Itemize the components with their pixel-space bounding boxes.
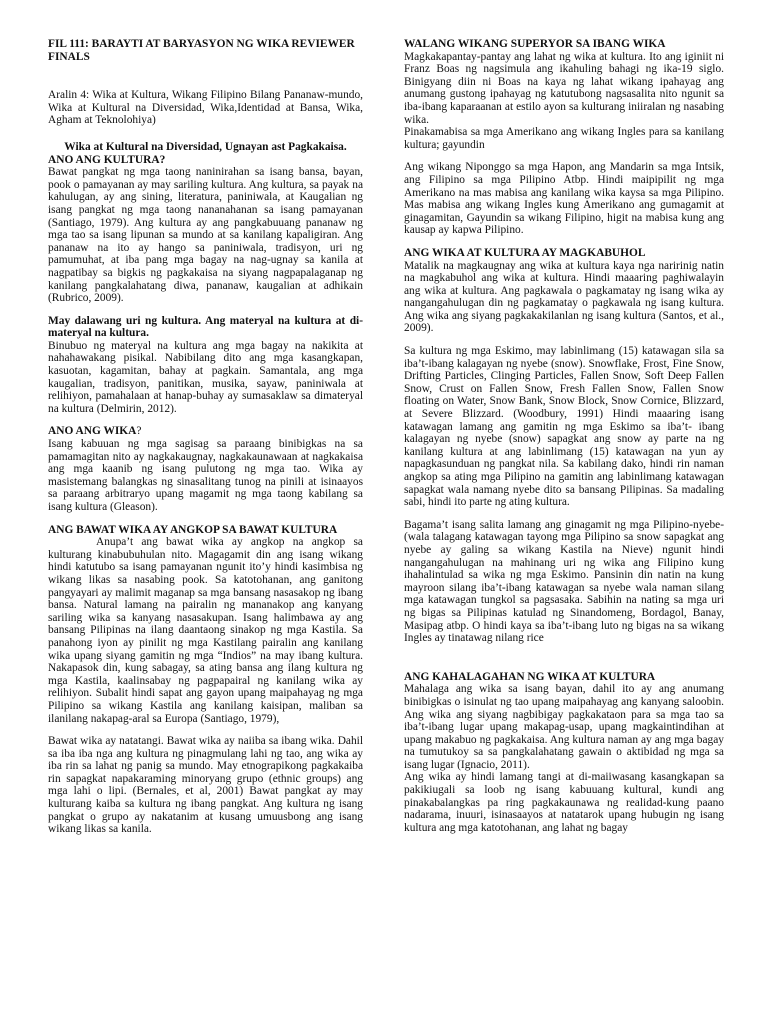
document-title: FIL 111: BARAYTI AT BARYASYON NG WIKA REVIEWER FINALS (48, 38, 355, 63)
heading-magkabuhol: ANG WIKA AT KULTURA AY MAGKABUHOL (404, 246, 646, 259)
heading-dalawang-uri: May dalawang uri ng kultura. Ang materyal na kultura at di-materyal na kultura. (48, 314, 363, 340)
paragraph-dalawang-uri: Binubuo ng materyal na kultura ang mga bagay na nakikita at nahahawakang pisikal. Nabibilang dito ang mga kasangkapan, kasuotan, kagamitan, bahay at pagkain. Samantala, ang mga kaugalian, tradisyon, panitikan, musika, sayaw, paniniwala at relihiyon, pamahalaan at hanap-buhay ay sumasaklaw sa dimateryal na kultura (Delmirin, 2012). (48, 339, 363, 415)
paragraph-magkabuhol: Matalik na magkaugnay ang wika at kultura kaya nga naririnig natin na magkabuhol ang wika at kultura. Hindi maaaring paghiwalayin ang wika at kultura. Ang pagkawala o pagkamatay ng isang wika ay nangangahulugan din ng pagkamatay o pagkawala ng isang kultura. Ang wika ang siyang pagkakakilanlan ng isang kultura (Santos, et al., 2009). (404, 259, 724, 335)
right-column (404, 38, 724, 834)
section-title: Wika at Kultural na Diversidad, Ugnayan ast Pagkakaisa. (64, 140, 347, 153)
paragraph-natatangi: Bawat wika ay natatangi. Bawat wika ay naiiba sa ibang wika. Dahil sa iba iba nga ang kultura ng pinagmulang lahi ng tao, ang wika ay iba rin sa lahat ng panig sa mundo. May etnograpikong pagkakaiba rin sapagkat napakaraming minoryang grupo (ethnic groups) ang mga lahi o lipi. (Bernales, et al, 2001) Bawat pangkat ay may kulturang kaiba sa kultura ng ibang pangkat. Ang kultura ng isang pangkat o grupo ay nakatanim at kusang umuusbong ang isang wikang likas sa kanila. (48, 735, 363, 836)
heading-ano-ang-wika (48, 425, 363, 438)
heading-ano-ang-wika-text: ANO ANG WIKA (48, 425, 137, 438)
heading-ano-ang-wika-qmark: ? (136, 425, 142, 438)
paragraph-kahalagahan: Mahalaga ang wika sa isang bayan, dahil ito ay ang anumang binibigkas o isinulat ng tao upang maipahayag ang kanyang saloobin. Ang wika ang siyang nagbibigay pagkakataon para sa mga tao sa iba’t-ibang lugar upang makapag-usap, upang magkaintindihan at upang makabuo ng pagkakaisa. Ang kultura naman ay ang mga bagay na tumutukoy sa sa pangkalahatang gawain o aktibidad ng mga sa isang lugar (Ignacio, 2011). (404, 683, 724, 771)
paragraph-kultura: Bawat pangkat ng mga taong naninirahan sa isang bansa, bayan, pook o pamayanan ay may sariling kultura. Ang kultura, sa payak na kahulugan, ay ang sining, literatura, paniniwala, at Kaugalian ng isang pangkat ng mga taong nananahanan sa isang pamayanan (Santiago, 1979). Ang kultura ay ang pangkabuuang pananaw ng mga tao sa isang lipunan sa mundo at sa kanilang kapaligiran. Ang pananaw na ito ay hango sa paniniwala, tradisyon, uri ng pamumuhat, at iba pang mga bagay na nag-ugnay sa kanila at nagpatibay sa bigkis ng pagkakaisa na siyang nagpapalaganap ng kanilang pangkalahatang diwa, pananaw, kaugalian at adhikain (Rubrico, 2009). (48, 166, 363, 305)
left-column (48, 38, 363, 836)
paragraph-bagamat: Bagama’t isang salita lamang ang ginagamit ng mga Pilipino-nyebe- (wala talagang katawagan tayong mga Pilipino sa snow sapagkat ang nyebe ay galing sa wikang Kastila na Nieve) ngunit hindi nangangahulugan na mahinang uri ng wika ang Filipino kung ihahalintulad sa wika ng mga Eskimo. Pansinin din natin na kung mayroon silang iba’t-ibang katawagan sa nyebe wala naman silang mga katawagan tungkol sa pagsasaka. Sabihin na nating sa mga uri ng bigas sa Pilipinas katulad ng Sinandomeng, Bordagol, Banay, Masipag atbp. O hindi kaya sa iba’t-ibang luto ng bigas na sa wikang Ingles ay tinatawag nilang rice (404, 518, 724, 645)
heading-ano-ang-kultura: ANO ANG KULTURA? (48, 153, 166, 166)
heading-kahalagahan: ANG KAHALAGAHAN NG WIKA AT KULTURA (404, 670, 656, 683)
paragraph-superyor: Magkakapantay-pantay ang lahat ng wika at kultura. Ito ang iginiit ni Franz Boas ng nagsimula ang ikahuling bahagi ng ika-19 siglo. Binigyang diin ni Boas na kaya ng lahat wikang ipahayag ang anumang gustong ipahayag ng katutubong nagsasalita nito ngunit sa iba-ibang kaparaanan at estilo ayon sa kulturang iniiralan ng nasabing wika. (404, 50, 724, 126)
heading-angkop: ANG BAWAT WIKA AY ANGKOP SA BAWAT KULTURA (48, 523, 338, 536)
paragraph-wika: Isang kabuuan ng mga sagisag sa paraang binibigkas na sa pamamagitan nito ay nagkakaugnay, nagkakaunawaan at nagkakaisa ang mga kaanib ng isang pulutong ng mga tao. Wika ay masistemang balangkas ng sinasalitang tunog na pinili at isinaayos sa paraang arbitraryo upang magamit ng mga taong kabilang sa isang kultura (Gleason). (48, 438, 363, 513)
heading-superyor: WALANG WIKANG SUPERYOR SA IBANG WIKA (404, 38, 666, 50)
paragraph-angkop: Anupa’t ang bawat wika ay angkop na angkop sa kulturang kinabubuhulan nito. Magagamit din ang isang wikang hindi katutubo sa isang pamayanan ngunit ito’y hindi kasimbisa ng wikang likas sa nasabing pook. Sa katotohanan, ang ganitong pangyayari ay malimit maganap sa mga bansang nasasakop ng ibang bansa. Natural lamang na pairalin ng mananakop ang kanyang sariling wika sa kanyang nasasakupan. Isang halimbawa ay ang bansang Pilipinas na ilang daantaong sinakop ng mga Kastila. Sa panahong iyon ay pinilit ng mga Kastilang pairalin ang kanilang wika upang siyang gamitin ng mga “Indios” na may ibang kultura. Nakapasok din, kung sabagay, sa ating bansa ang ilang kultura ng mga Kastila, kaalinsabay ng pagpapairal ng kanilang wika ay relihiyon. Subalit hindi sapat ang gayon upang maipahayag ng mga Pilipino sa wikang Kastila ang kanilang kaisipan, maliban sa ilanilang nakapag-aral sa Europa (Santiago, 1979), (48, 536, 363, 725)
paragraph-kahalagahan-2: Ang wika ay hindi lamang tangi at di-maiiwasang kasangkapan sa pakikiugali sa loob ng isang kabuuang kultural, kundi ang pinakabalangkas pa ring pagkakaunawa ng realidad-kung paano nadarama, inuuri, isinasaayos at natatarok upang hubugin ng isang kultura ang mga katotohanan, ang lahat ng bagay (404, 771, 724, 834)
paragraph-niponggo: Ang wikang Niponggo sa mga Hapon, ang Mandarin sa mga Intsik, ang Filipino sa mga Pilipino Atbp. Hindi maipipilit ng mga Amerikano na mas mabisa ang kanilang wika kaysa sa mga Pilipino. Mas mabisa ang wikang Ingles kung Amerikano ang gumagamit at ginagamitan, Gayundin sa wikang Filipino, higit na mabisa kung ang kausap ay kapwa Pilipino. (404, 161, 724, 237)
aralin-paragraph: Aralin 4: Wika at Kultura, Wikang Filipino Bilang Pananaw-mundo, Wika at Kultural na Diversidad, Wika,Identidad at Bansa, Wika, Agham at Teknolohiya) (48, 89, 363, 127)
paragraph-eskimo: Sa kultura ng mga Eskimo, may labinlimang (15) katawagan sila sa iba’t-ibang kalagayan ng nyebe (snow). Snowflake, Frost, Fine Snow, Drifting Particles, Clinging Particles, Fallen Snow, Soft Deep Fallen Snow, Crust on Fallen Snow, Fresh Fallen Snow, Fallen Snow floating on Water, Snow Bank, Snow Block, Snow Cornice, Blizzard, at Severe Blizzard. (Woodbury, 1991) Hindi maaaring isang katawagan lamang ang gamitin ng mga Eskimo sa iba’t- ibang kalagayan ng nyebe (snow) sapagkat ang snow ay parte na ng kanilang kultura at ang labinlimang (15) katawagan na yun ay napagkasunduan ng pangkat nila. Sa kabilang dako, hindi rin naman angkop sa ating mga Pilipino na gamitin ang labinlimang katawagan sapagkat wala namang nyebe dito sa bansang Pilipinas. Sa madaling sabi, hindi ito parte ng ating kultura. (404, 345, 724, 509)
paragraph-superyor-2: Pinakamabisa sa mga Amerikano ang wikang Ingles para sa kanilang kultura; gayundin (404, 126, 724, 151)
